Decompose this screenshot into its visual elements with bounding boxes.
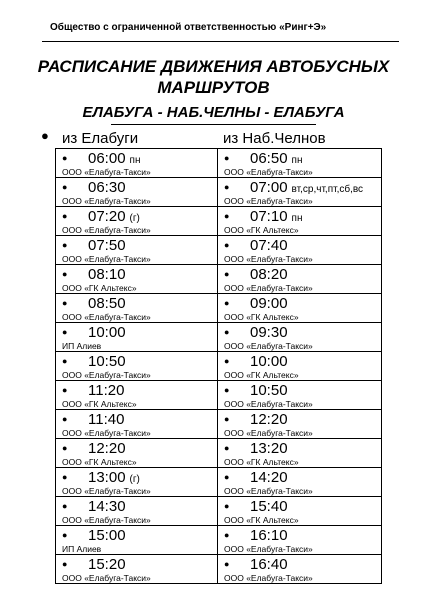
table-row [56, 294, 382, 323]
title-line-2: МАРШРУТОВ [157, 78, 270, 97]
departure-cell-left [56, 323, 218, 352]
bullet-icon: ● [224, 327, 230, 337]
bullet-icon: ● [62, 530, 68, 540]
bullet-icon: ● [224, 240, 230, 250]
departure-cell-right [218, 526, 382, 555]
table-row [56, 149, 382, 178]
departure-cell-right [218, 439, 382, 468]
operator-name: ООО «Елабуга-Такси» [224, 573, 313, 583]
bullet-icon: ● [224, 472, 230, 482]
departure-time: 13:20 [250, 440, 288, 457]
operator-name: ООО «Елабуга-Такси» [62, 573, 151, 583]
departure-note: (г) [129, 213, 140, 224]
departure-cell-left [56, 178, 218, 207]
operator-name: ООО «ГК Альтекс» [62, 283, 137, 293]
departure-cell-right [218, 352, 382, 381]
departure-time: 10:50 [88, 353, 126, 370]
departure-cell-left [56, 207, 218, 236]
bullet-icon: ● [41, 128, 49, 143]
departure-time: 06:00 [88, 150, 126, 167]
bullet-icon: ● [62, 501, 68, 511]
operator-name: ООО «Елабуга-Такси» [224, 167, 313, 177]
operator-name: ООО «Елабуга-Такси» [62, 486, 151, 496]
operator-name: ООО «Елабуга-Такси» [62, 312, 151, 322]
operator-name: ООО «Елабуга-Такси» [224, 196, 313, 206]
bullet-icon: ● [224, 443, 230, 453]
departure-time: 11:40 [88, 411, 125, 428]
bullet-icon: ● [62, 356, 68, 366]
bullet-icon: ● [62, 414, 68, 424]
operator-name: ООО «Елабуга-Такси» [62, 254, 151, 264]
departure-cell-right [218, 381, 382, 410]
departure-cell-right [218, 265, 382, 294]
column-header-from-elabuga: из Елабуги [62, 130, 139, 147]
departure-time: 10:00 [250, 353, 288, 370]
operator-name: ООО «ГК Альтекс» [62, 399, 137, 409]
operator-name: ООО «Елабуга-Такси» [224, 486, 313, 496]
route-underline [111, 124, 316, 125]
operator-name: ООО «Елабуга-Такси» [62, 370, 151, 380]
departure-note: вт,ср,чт,пт,сб,вс [291, 184, 364, 195]
operator-name: ООО «Елабуга-Такси» [62, 225, 151, 235]
departure-time: 14:30 [88, 498, 126, 515]
route-name: ЕЛАБУГА - НАБ.ЧЕЛНЫ - ЕЛАБУГА [82, 104, 345, 121]
operator-name: ООО «Елабуга-Такси» [62, 167, 151, 177]
departure-cell-left [56, 149, 218, 178]
departure-cell-right [218, 323, 382, 352]
departure-cell-left [56, 381, 218, 410]
departure-cell-left [56, 468, 218, 497]
table-row [56, 526, 382, 555]
organization-name: Общество с ограниченной ответственностью «Ринг+Э» [50, 22, 327, 33]
departure-cell-right [218, 149, 382, 178]
departure-cell-left [56, 265, 218, 294]
departure-time: 10:00 [88, 324, 126, 341]
table-row [56, 265, 382, 294]
departure-cell-left [56, 439, 218, 468]
departure-cell-right [218, 555, 382, 584]
bullet-icon: ● [224, 269, 230, 279]
operator-name: ООО «Елабуга-Такси» [224, 399, 313, 409]
operator-name: ООО «ГК Альтекс» [224, 457, 299, 467]
bullet-icon: ● [62, 559, 68, 569]
operator-name: ООО «Елабуга-Такси» [62, 196, 151, 206]
bullet-icon: ● [62, 153, 68, 163]
departure-cell-left [56, 352, 218, 381]
bullet-icon: ● [224, 153, 230, 163]
bullet-icon: ● [62, 385, 68, 395]
bullet-icon: ● [62, 443, 68, 453]
bullet-icon: ● [62, 211, 68, 221]
departure-time: 11:20 [88, 382, 125, 399]
departure-cell-right [218, 236, 382, 265]
bullet-icon: ● [224, 501, 230, 511]
departure-time: 15:40 [250, 498, 288, 515]
operator-name: ООО «ГК Альтекс» [224, 370, 299, 380]
bullet-icon: ● [224, 182, 230, 192]
title-line-1: РАСПИСАНИЕ ДВИЖЕНИЯ АВТОБУСНЫХ [37, 57, 390, 76]
departure-cell-left [56, 526, 218, 555]
departure-time: 16:40 [250, 556, 288, 573]
operator-name: ООО «ГК Альтекс» [224, 225, 299, 235]
departure-cell-right [218, 178, 382, 207]
departure-note: пн [129, 155, 141, 166]
departure-note: пн [291, 213, 303, 224]
bullet-icon: ● [224, 559, 230, 569]
header-divider [42, 41, 399, 42]
bullet-icon: ● [224, 530, 230, 540]
departure-note: (г) [129, 474, 140, 485]
bullet-icon: ● [62, 182, 68, 192]
departure-time: 06:30 [88, 179, 126, 196]
table-row [56, 352, 382, 381]
operator-name: ООО «Елабуга-Такси» [62, 428, 151, 438]
departure-time: 07:40 [250, 237, 288, 254]
bullet-icon: ● [62, 269, 68, 279]
operator-name: ИП Алиев [62, 341, 102, 351]
table-row [56, 323, 382, 352]
departure-time: 13:00 [88, 469, 126, 486]
departure-time: 14:20 [250, 469, 288, 486]
table-row [56, 207, 382, 236]
bullet-icon: ● [62, 240, 68, 250]
departure-cell-left [56, 236, 218, 265]
departure-time: 15:20 [88, 556, 126, 573]
departure-time: 12:20 [250, 411, 288, 428]
departure-cell-left [56, 497, 218, 526]
operator-name: ООО «Елабуга-Такси» [62, 515, 151, 525]
operator-name: ИП Алиев [62, 544, 102, 554]
departure-time: 08:10 [88, 266, 126, 283]
schedule-table [55, 148, 382, 584]
table-row [56, 236, 382, 265]
departure-time: 08:20 [250, 266, 288, 283]
bullet-icon: ● [224, 385, 230, 395]
operator-name: ООО «Елабуга-Такси» [224, 428, 313, 438]
bullet-icon: ● [224, 356, 230, 366]
column-header-from-chelny: из Наб.Челнов [223, 130, 326, 147]
departure-cell-right [218, 468, 382, 497]
operator-name: ООО «Елабуга-Такси» [224, 544, 313, 554]
departure-cell-right [218, 207, 382, 236]
table-row [56, 381, 382, 410]
bullet-icon: ● [62, 327, 68, 337]
table-row [56, 497, 382, 526]
departure-cell-left [56, 555, 218, 584]
departure-cell-right [218, 410, 382, 439]
departure-time: 16:10 [250, 527, 288, 544]
page-title [0, 56, 427, 98]
operator-name: ООО «ГК Альтекс» [62, 457, 137, 467]
departure-cell-right [218, 497, 382, 526]
table-row [56, 439, 382, 468]
departure-cell-right [218, 294, 382, 323]
departure-time: 06:50 [250, 150, 288, 167]
departure-time: 15:00 [88, 527, 126, 544]
bullet-icon: ● [224, 298, 230, 308]
bullet-icon: ● [224, 211, 230, 221]
operator-name: ООО «Елабуга-Такси» [224, 341, 313, 351]
table-row [56, 410, 382, 439]
departure-time: 07:10 [250, 208, 288, 225]
table-row [56, 555, 382, 584]
bullet-icon: ● [224, 414, 230, 424]
departure-time: 07:50 [88, 237, 126, 254]
departure-time: 09:30 [250, 324, 288, 341]
operator-name: ООО «ГК Альтекс» [224, 312, 299, 322]
operator-name: ООО «Елабуга-Такси» [224, 254, 313, 264]
departure-time: 08:50 [88, 295, 126, 312]
table-row [56, 178, 382, 207]
departure-time: 09:00 [250, 295, 288, 312]
bullet-icon: ● [62, 472, 68, 482]
departure-time: 10:50 [250, 382, 288, 399]
departure-time: 07:00 [250, 179, 288, 196]
departure-cell-left [56, 410, 218, 439]
schedule-body [56, 149, 382, 584]
operator-name: ООО «Елабуга-Такси» [224, 283, 313, 293]
departure-time: 12:20 [88, 440, 126, 457]
bullet-icon: ● [62, 298, 68, 308]
departure-cell-left [56, 294, 218, 323]
table-row [56, 468, 382, 497]
operator-name: ООО «ГК Альтекс» [224, 515, 299, 525]
departure-note: пн [291, 155, 303, 166]
departure-time: 07:20 [88, 208, 126, 225]
